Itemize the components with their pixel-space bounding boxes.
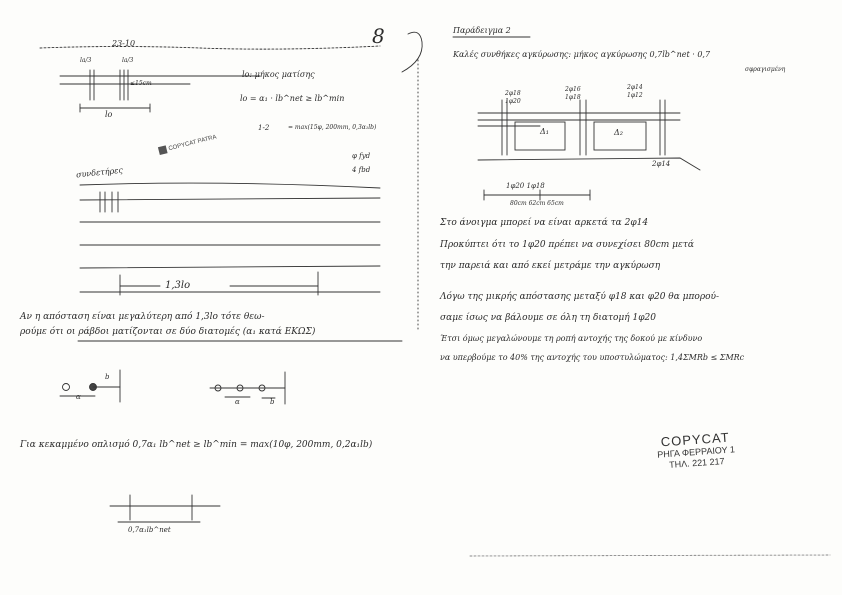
example-title: Παράδειγμα 2 [453, 26, 511, 35]
dim-la3-left: la/3 [80, 57, 92, 64]
fraction-top: φ fyd [352, 152, 371, 160]
length-label: 1,3lo [165, 280, 191, 291]
min-formula: = max(15φ, 200mm, 0,3α₁lb) [288, 124, 377, 131]
page-number: 8 [372, 24, 385, 48]
right-paragraph-3-line-1: Λόγω της μικρής απόστασης μεταξύ φ18 και φ20 θα μπορού- [440, 292, 720, 302]
bar-top-mid: 2φ16 [565, 86, 581, 93]
gap-label: ≤15cm [130, 80, 152, 87]
connectors-label: συνδετήρες [75, 165, 124, 180]
right-paragraph-2-line-2: την παρειά και από εκεί μετράμε την αγκύρωση [440, 261, 661, 271]
bar-top-left-2: 1φ20 [505, 98, 521, 105]
lo-definition: lo: μήκος ματίσης [242, 70, 315, 79]
stamp-phone: ΤΗΛ. 221 217 [668, 456, 725, 470]
stamp-name: COPYCAT [660, 429, 731, 450]
right-paragraph-2-line-1: Προκύπτει ότι το 1φ20 πρέπει να συνεχίσει 80cm μετά [440, 240, 694, 250]
lower-dims: 80cm 62cm 65cm [510, 200, 564, 207]
paragraph-1-line-2: ρούμε ότι οι ράβδοι ματίζονται σε δύο διατομές (α₁ κατά ΕΚΩΣ) [20, 327, 316, 337]
bar-top-mid-2: 1φ18 [565, 94, 581, 101]
lo-label: lo [105, 110, 113, 119]
right-paragraph-1: Στο άνοιγμα μπορεί να είναι αρκετά τα 2φ14 [440, 218, 649, 228]
subtitle-note: σφραγισμένη [745, 66, 786, 73]
beam-line-1 [80, 183, 380, 188]
bottom-label: 0,7α₁lb^net [128, 526, 171, 534]
dim-b-2: b [270, 398, 275, 406]
dim-b-1: b [105, 373, 110, 381]
fraction-bottom: 4 fbd [352, 166, 371, 174]
top-dashed-line [40, 46, 380, 49]
bar-bottom: 2φ14 [652, 160, 671, 168]
paragraph-1-line-1: Αν η απόσταση είναι μεγαλύτερη από 1,3lo τότε θεω- [20, 312, 265, 322]
dim-la3-right: la/3 [122, 57, 134, 64]
bar-top-left: 2φ18 [505, 90, 521, 97]
paragraph-2: Για κεκαμμένο οπλισμό 0,7α₁ lb^net ≥ lb^min = max(10φ, 200mm, 0,2α₁lb) [20, 440, 373, 450]
bar-top-right-2: 1φ12 [627, 92, 643, 99]
dim-a-1: α [76, 393, 81, 401]
right-paragraph-3-line-2: σαμε ίσως να βάλουμε σε όλη τη διατομή 1φ20 [440, 313, 656, 323]
bar-top-right: 2φ14 [627, 84, 643, 91]
right-paragraph-3-line-4: να υπερβούμε το 40% της αντοχής του υποστυλώματος: 1,4ΣMRb ≤ ΣMRc [440, 353, 745, 362]
lower-bars: 1φ20 1φ18 [506, 182, 545, 190]
stamp-street: ΡΗΓΑ ΦΕΡΡΑΙΟΥ 1 [656, 444, 736, 460]
top-label: 23-10 [112, 39, 136, 48]
right-paragraph-3-line-3: Έτσι όμως μεγαλώνουμε τη ροπή αντοχής της δοκού με κίνδυνο [440, 334, 703, 343]
slab-1-label: Δ₁ [540, 127, 549, 136]
page-curl-mark [402, 32, 422, 72]
lo-formula: lo = α₁ · lb^net ≥ lb^min [240, 94, 345, 103]
subtitle: Καλές συνθήκες αγκύρωσης: μήκος αγκύρωσης 0,7lb^net · 0,7 [453, 50, 711, 59]
slab-2-label: Δ₂ [614, 128, 623, 137]
badge-text: COPYCAT PATRA [167, 134, 218, 153]
dim-a-2: α [235, 398, 240, 406]
alpha-range: 1-2 [258, 124, 270, 132]
